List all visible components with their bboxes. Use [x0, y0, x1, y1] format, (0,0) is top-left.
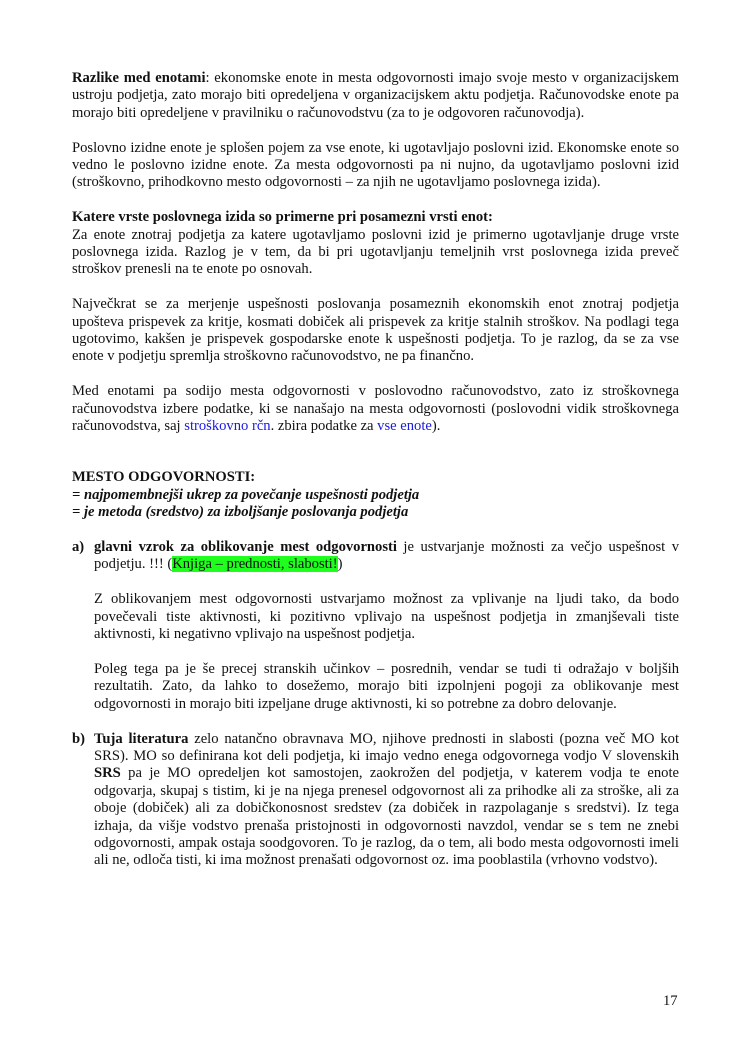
document-page — [72, 70, 679, 870]
paragraph-a-2: Poleg tega pa je še precej stranskih učinkov – posrednih, vendar se tudi ti odražajo v boljših rezultatih. Zato, da lahko to dosežemo, morajo biti izpolnjeni pogoji za oblikovanje mest odgovornosti in morajo biti izpeljane druge aktivnosti, ki so potrebne za dobro delovanje. — [94, 660, 679, 712]
paragraph-differences: Razlike med enotami: ekonomske enote in mesta odgovornosti imajo svoje mesto v organizacijskem ustroju podjetja, zato morajo biti opredeljena v organizacijskem aktu podjetja. Računovodske enote pa morajo biti opredeljene v pravilniku o računovodstvu (za to je odgovoren računovodja). — [72, 70, 680, 121]
page-number: 17 — [663, 993, 678, 1009]
paragraph-result-types: Za enote znotraj podjetja za katere ugotavljamo poslovni izid je primerno ugotavljanje druge vrste poslovnega izida. Razlog je v tem, da bi pri ugotavljanju temeljnih vrst poslovnega izida preveč stroškov prenesli na te enote po osnovah. — [72, 226, 679, 278]
paragraph-measurement: Največkrat se za merjenje uspešnosti poslovanja posameznih ekonomskih enot znotraj podjetja upošteva prispevek za kritje, kosmati dobiček ali prispevek za kritje stalnih stroškov. Na podlagi tega ugotovimo, kakšen je prispevek gospodarske enote k uspešnosti podjetja. To je razlog, da se za vse enote v podjetju spremlja stroškovno računovodstvo, ne pa finančno. — [72, 296, 679, 365]
list-marker-b: b) — [72, 730, 85, 747]
paragraph-a-1: Z oblikovanjem mest odgovornosti ustvarjamo možnost za vplivanje na ljudi tako, da bodo povečevali tiste aktivnosti, ki pozitivno vplivajo na uspešnost podjetja in zmanjševali tiste aktivnosti, ki negativno vplivajo na uspešnost podjetja. — [94, 591, 679, 643]
definition-line-1: = najpomembnejši ukrep za povečanje uspešnosti podjetja — [72, 486, 420, 503]
list-marker-a: a) — [72, 539, 85, 556]
heading-differences: Razlike med enotami — [72, 70, 206, 86]
highlighted-note: Knjiga – prednosti, slabosti! — [172, 556, 338, 573]
link-cost-accounting[interactable]: stroškovno rčn — [184, 418, 271, 435]
list-item-b: b) Tuja literatura zelo natančno obravnava MO, njihove prednosti in slabosti (pozna več MO kot SRS). MO so definirana kot deli podjetja, ki imajo vedno enega odgovornega vodjo V slovenskih SRS pa je MO opredeljen kot samostojen, zaokrožen del podjetja, v katerem vodja te enote odgovarja, skupaj s tistim, ki je na njega prenesel odgovornost ali za prihodke ali za stroške, ali za oboje (dobiček) ali za dobičkonosnost sredstev (za dobiček in razpolaganje s sredstvi). Iz tega izhaja, da višje vodstvo prenaša pristojnosti in odgovornosti navzdol, vendar se s tem ne znebi odgovornosti, ampak ostaja soodgovoren. To je razlog, da o tem, ali bodo mesta odgovornosti imeli ali ne, odloča tisti, ki ima možnost prenašati odgovornost oz. ima pooblastila (vrhovno vodstvo). — [72, 730, 679, 869]
list-item-a: a) glavni vzrok za oblikovanje mest odgovornosti je ustvarjanje možnosti za večjo uspešnost v podjetju. !!! (Knjiga – prednosti, slabosti!) Z oblikovanjem mest odgovornosti ustvarjamo možnost za vplivanje na ljudi tako, da bodo povečevali tiste aktivnosti, ki pozitivno vplivajo na uspešnost podjetja in zmanjševali tiste aktivnosti, ki negativno vplivajo na uspešnost podjetja. Poleg tega pa je še precej stranskih učinkov – posrednih, vendar se tudi ti odražajo v boljših rezultatih. Zato, da lahko to dosežemo, morajo biti izpolnjeni pogoji za oblikovanje mest odgovornosti in morajo biti izpeljane druge aktivnosti, ki so potrebne za dobro delovanje. — [72, 539, 680, 712]
paragraph-responsibility-centers: Med enotami pa sodijo mesta odgovornosti v poslovodno računovodstvo, zato iz stroškovnega računovodstva izbere podatke, ki se nanašajo na mesta odgovornosti (poslovodni vidik stroškovnega računovodstva, saj stroškovno rčn. zbira podatke za vse enote). — [72, 383, 679, 435]
heading-result-types: Katere vrste poslovnega izida so primerne pri posamezni vrsti enot: — [72, 209, 493, 226]
heading-mesto-odgovornosti: MESTO ODGOVORNOSTI: — [72, 469, 256, 486]
definition-line-2: = je metoda (sredstvo) za izboljšanje poslovanja podjetja — [72, 504, 409, 521]
link-all-units[interactable]: vse enote — [377, 418, 432, 435]
paragraph-business-units: Poslovno izidne enote je splošen pojem za vse enote, ki ugotavljajo poslovni izid. Ekonomske enote so vedno le poslovno izidne enote. Za mesta odgovornosti pa ni nujno, da ugotavljamo poslovni izid (stroškovno, prihodkovno mesto odgovornosti – za njih ne ugotavljamo poslovnega izida). — [72, 139, 679, 191]
